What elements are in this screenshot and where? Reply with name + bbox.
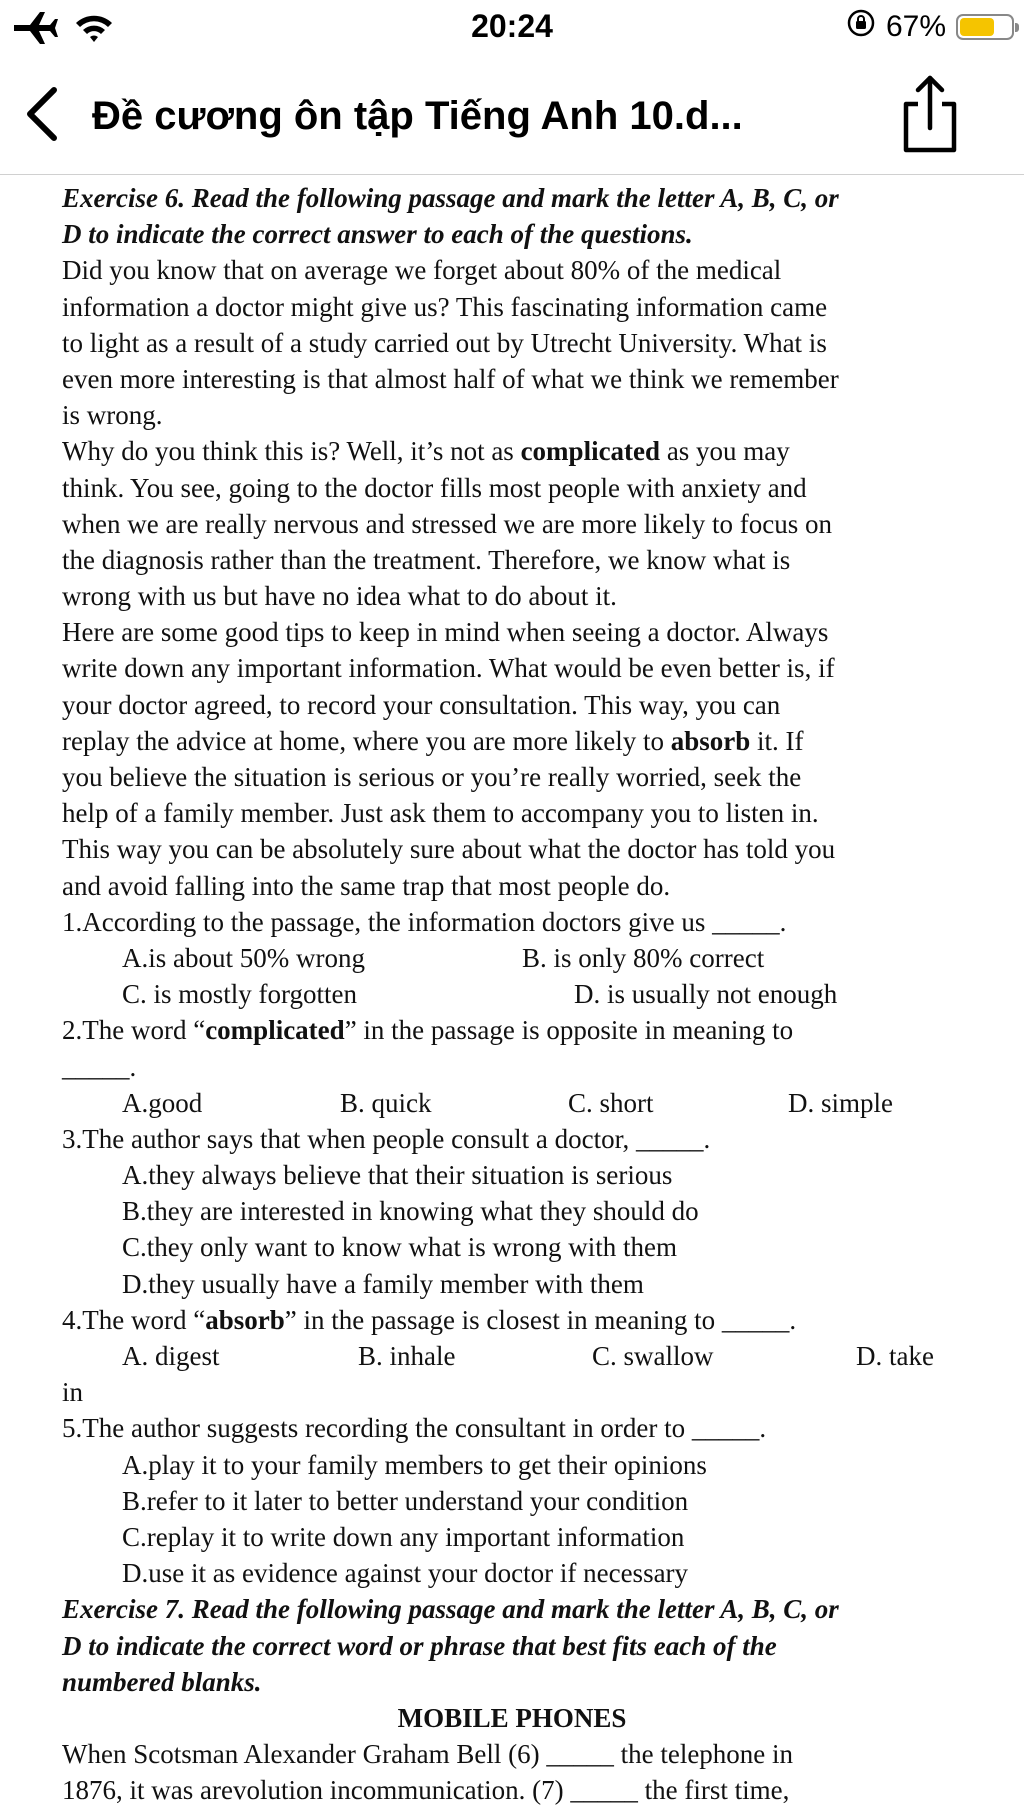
option-c: C.replay it to write down any important information: [122, 1521, 685, 1552]
passage-line: replay the advice at home, where you are more likely to absorb it. If: [62, 725, 804, 756]
option-b: B. quick: [340, 1087, 432, 1118]
question-2-options: [62, 1085, 962, 1121]
option-a: A.is about 50% wrong: [122, 942, 365, 973]
passage-line: is wrong.: [62, 400, 163, 431]
share-button[interactable]: [898, 72, 962, 156]
question-5-stem: 5.The author suggests recording the consultant in order to _____.: [62, 1413, 767, 1444]
document-title: Đề cương ôn tập Tiếng Anh 10.d...: [92, 94, 743, 138]
keyword-absorb: absorb: [670, 725, 751, 756]
passage-line: to light as a result of a study carried out by Utrecht University. What is: [62, 327, 827, 358]
passage-line: Here are some good tips to keep in mind when seeing a doctor. Always: [62, 617, 829, 648]
passage-line: and avoid falling into the same trap that most people do.: [62, 870, 671, 901]
back-button[interactable]: [20, 86, 64, 142]
question-1-options: [62, 976, 962, 1012]
option-d: D. is usually not enough: [574, 979, 838, 1010]
passage-line: When Scotsman Alexander Graham Bell (6) _____ the telephone in: [62, 1739, 794, 1770]
option-d-wrap: in: [62, 1377, 84, 1408]
share-icon: [898, 72, 962, 156]
option-d: D. simple: [788, 1087, 893, 1118]
document-viewer[interactable]: [0, 175, 1024, 1820]
navigation-bar: [0, 56, 1024, 175]
option-a: A.good: [122, 1087, 203, 1118]
passage-line: write down any important information. What would be even better is, if: [62, 653, 835, 684]
passage-line: help of a family member. Just ask them to accompany you to listen in.: [62, 798, 819, 829]
status-right: [846, 8, 1014, 46]
document-page: [62, 180, 962, 1808]
option-b: B. is only 80% correct: [522, 942, 765, 973]
passage-line: even more interesting is that almost half of what we think we remember: [62, 363, 839, 394]
passage-line: information a doctor might give us? This fascinating information came: [62, 291, 828, 322]
passage-line: your doctor agreed, to record your consultation. This way, you can: [62, 689, 781, 720]
passage-line: Did you know that on average we forget about 80% of the medical: [62, 255, 782, 286]
question-2-stem: 2.The word “complicated” in the passage is opposite in meaning to: [62, 1015, 794, 1046]
option-c: C. swallow: [592, 1341, 714, 1371]
exercise-7-title: MOBILE PHONES: [397, 1702, 627, 1733]
orientation-lock-icon: [846, 8, 876, 46]
option-b: B. inhale: [358, 1341, 456, 1371]
option-c: C. is mostly forgotten: [122, 979, 358, 1010]
exercise-6-heading: Exercise 6. Read the following passage and mark the letter A, B, C, or: [62, 183, 839, 213]
option-d: D. take: [856, 1341, 934, 1371]
battery-fill: [960, 18, 994, 36]
passage-line: you believe the situation is serious or you’re really worried, seek the: [62, 762, 802, 792]
passage-line: Why do you think this is? Well, it’s not as complicated as you may: [62, 436, 790, 467]
exercise-7-heading: D to indicate the correct word or phrase that best fits each of the: [62, 1630, 777, 1661]
exercise-7-heading: numbered blanks.: [62, 1666, 262, 1697]
option-d: D.use it as evidence against your doctor if necessary: [122, 1558, 689, 1589]
question-2-blank: _____.: [62, 1051, 137, 1082]
option-b: B.refer to it later to better understand your condition: [122, 1485, 689, 1516]
passage-line: the diagnosis rather than the treatment. Therefore, we know what is: [62, 544, 791, 575]
option-a: A. digest: [122, 1341, 220, 1371]
option-c: C.they only want to know what is wrong with them: [122, 1232, 677, 1263]
keyword-complicated: complicated: [520, 436, 661, 467]
question-4-options: [62, 1338, 962, 1374]
option-c: C. short: [568, 1087, 654, 1118]
exercise-6-heading: D to indicate the correct answer to each of the questions.: [62, 219, 693, 250]
passage-line: wrong with us but have no idea what to do about it.: [62, 581, 617, 612]
status-time: 20:24: [471, 8, 553, 44]
passage-line: 1876, it was arevolution incommunication. (7) _____ the first time,: [62, 1775, 790, 1806]
passage-line: when we are really nervous and stressed we are more likely to focus on: [62, 508, 832, 539]
question-3-stem: 3.The author says that when people consult a doctor, _____.: [62, 1123, 711, 1154]
battery-percent: 67%: [885, 10, 946, 43]
option-b: B.they are interested in knowing what they should do: [122, 1196, 699, 1227]
passage-line: This way you can be absolutely sure about what the doctor has told you: [62, 834, 836, 865]
question-1-options: [62, 940, 962, 976]
exercise-7-heading: Exercise 7. Read the following passage and mark the letter A, B, C, or: [62, 1594, 839, 1625]
battery-icon: [956, 14, 1014, 40]
option-a: A.they always believe that their situation is serious: [122, 1160, 673, 1191]
option-d: D.they usually have a family member with them: [122, 1268, 644, 1299]
chevron-left-icon: [20, 86, 64, 142]
question-1-stem: 1.According to the passage, the information doctors give us _____.: [62, 906, 787, 937]
option-a: A.play it to your family members to get their opinions: [122, 1449, 707, 1480]
question-4-stem: 4.The word “absorb” in the passage is closest in meaning to _____.: [62, 1304, 797, 1335]
passage-line: think. You see, going to the doctor fills most people with anxiety and: [62, 472, 807, 503]
status-bar: [0, 0, 1024, 56]
